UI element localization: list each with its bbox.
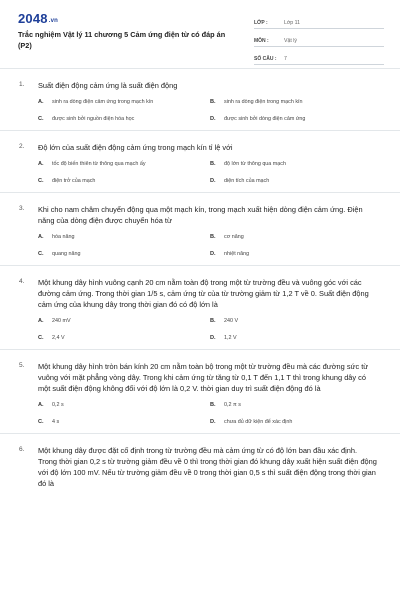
meta-row-subject [254,31,384,47]
answer-options [38,318,382,341]
document-meta [254,13,384,67]
option-letter: D. [210,419,216,425]
option-letter: C. [38,251,44,257]
question-number: 5. [19,362,25,369]
answer-option-c[interactable] [38,419,210,425]
document-header [0,0,400,60]
answer-option-b[interactable] [210,234,382,240]
answer-options [38,234,382,257]
option-letter: D. [210,116,216,122]
answer-option-a[interactable] [38,318,210,324]
question-list [0,68,400,497]
meta-row-count [254,49,384,65]
option-letter: D. [210,251,216,257]
option-text: sinh ra dòng điện cảm ứng trong mạch kín [52,99,154,105]
option-letter: C. [38,178,44,184]
answer-option-c[interactable] [38,116,210,122]
option-letter: C. [38,116,44,122]
meta-value: Lớp 11 [284,20,300,26]
option-text: 4 s [52,419,60,425]
answer-option-a[interactable] [38,99,210,105]
option-text: chưa đủ dữ kiện để xác định [224,419,293,425]
answer-option-b[interactable] [210,318,382,324]
question-text: Một khung dây được đặt cố định trong từ trường đều mà cảm ứng từ có độ lớn ban đầu xác định. Trong thời gian 0,2 s từ trường giảm đều về 0 thì trong thời gian đó khung dây xuất hiện suất điện động với độ lớn 100 mV. Nếu từ trường giảm đều về 0 trong thời gian 0,5 s thì suất điện động trong thời gian đó là [38,446,377,488]
answer-option-d[interactable] [210,178,382,184]
option-text: điện trở của mạch [52,178,96,184]
meta-label: MÔN : [254,38,269,44]
option-text: 0,2 π s [224,402,241,408]
option-text: hóa năng [52,234,75,240]
option-letter: C. [38,419,44,425]
option-letter: B. [210,234,216,240]
option-text: 0,2 s [52,402,64,408]
option-letter: B. [210,99,216,105]
option-letter: A. [38,318,44,324]
answer-option-b[interactable] [210,99,382,105]
option-text: sinh ra dòng điện trong mạch kín [224,99,303,105]
option-letter: B. [210,402,216,408]
question [0,349,400,433]
answer-option-c[interactable] [38,335,210,341]
question [0,130,400,192]
question-number: 3. [19,205,25,212]
option-letter: C. [38,335,44,341]
option-letter: B. [210,161,216,167]
answer-option-a[interactable] [38,402,210,408]
question-number: 6. [19,446,25,453]
answer-option-b[interactable] [210,161,382,167]
document-title: Trắc nghiệm Vật lý 11 chương 5 Cảm ứng điện từ có đáp án (P2) [18,30,226,50]
answer-options [38,161,382,184]
question [0,68,400,130]
option-text: 2,4 V [52,335,65,341]
answer-option-c[interactable] [38,178,210,184]
option-text: diện tích của mạch [224,178,270,184]
answer-option-d[interactable] [210,251,382,257]
question [0,433,400,497]
answer-options [38,402,382,425]
option-letter: A. [38,99,44,105]
question [0,192,400,265]
option-text: tốc độ biến thiên từ thông qua mạch ấy [52,161,146,167]
option-text: 1,2 V [224,335,237,341]
meta-value: Vật lý [284,38,297,44]
option-text: được sinh bởi dòng điện cảm ứng [224,116,306,122]
question-number: 2. [19,143,25,150]
question-text: Độ lớn của suất điện động cảm ứng trong mạch kín tỉ lệ với [38,143,233,152]
answer-options [38,99,382,122]
option-text: được sinh bởi nguồn điện hóa học [52,116,135,122]
meta-row-class [254,13,384,29]
question-text: Khi cho nam châm chuyển động qua một mạch kín, trong mạch xuất hiện dòng điện cảm ứng. Điện năng của dòng điện được chuyển hóa từ [38,205,363,225]
option-text: 240 mV [52,318,71,324]
meta-label: SỐ CÂU : [254,56,277,62]
option-letter: A. [38,402,44,408]
question-text: Một khung dây hình tròn bán kính 20 cm nằm toàn bộ trong một từ trường đều mà các đường sức từ vuông với mặt phẳng vòng dây. Trong khi cảm ứng từ tăng từ 0,1 T đến 1,1 T thì trong khung dây có một suất điện động không đổi với độ lớn là 0,2 V. thời gian duy trì suất điện động đó là [38,362,369,393]
option-letter: D. [210,335,216,341]
question-number: 1. [19,81,25,88]
answer-option-b[interactable] [210,402,382,408]
option-text: độ lớn từ thông qua mạch [224,161,286,167]
answer-option-c[interactable] [38,251,210,257]
site-logo[interactable]: 2048.vn [18,11,59,26]
meta-label: LỚP : [254,20,268,26]
option-text: nhiệt năng [224,251,250,257]
question-text: Suất điện động cảm ứng là suất điện động [38,81,178,90]
option-text: quang năng [52,251,81,257]
option-text: cơ năng [224,234,244,240]
question-text: Một khung dây hình vuông cạnh 20 cm nằm toàn độ trong một từ trường đều và vuông góc với các đường cảm ứng. Trong thời gian 1/5 s, cảm ứng từ của từ trường giảm từ 1,2 T về 0. Suất điện động cảm ứng của khung dây trong thời gian đó có độ lớn là [38,278,369,309]
option-text: 240 V [224,318,239,324]
option-letter: A. [38,161,44,167]
answer-option-d[interactable] [210,116,382,122]
option-letter: A. [38,234,44,240]
option-letter: D. [210,178,216,184]
answer-option-d[interactable] [210,419,382,425]
answer-option-a[interactable] [38,234,210,240]
answer-option-d[interactable] [210,335,382,341]
option-letter: B. [210,318,216,324]
question [0,265,400,349]
answer-option-a[interactable] [38,161,210,167]
question-number: 4. [19,278,25,285]
meta-value: 7 [284,56,287,62]
